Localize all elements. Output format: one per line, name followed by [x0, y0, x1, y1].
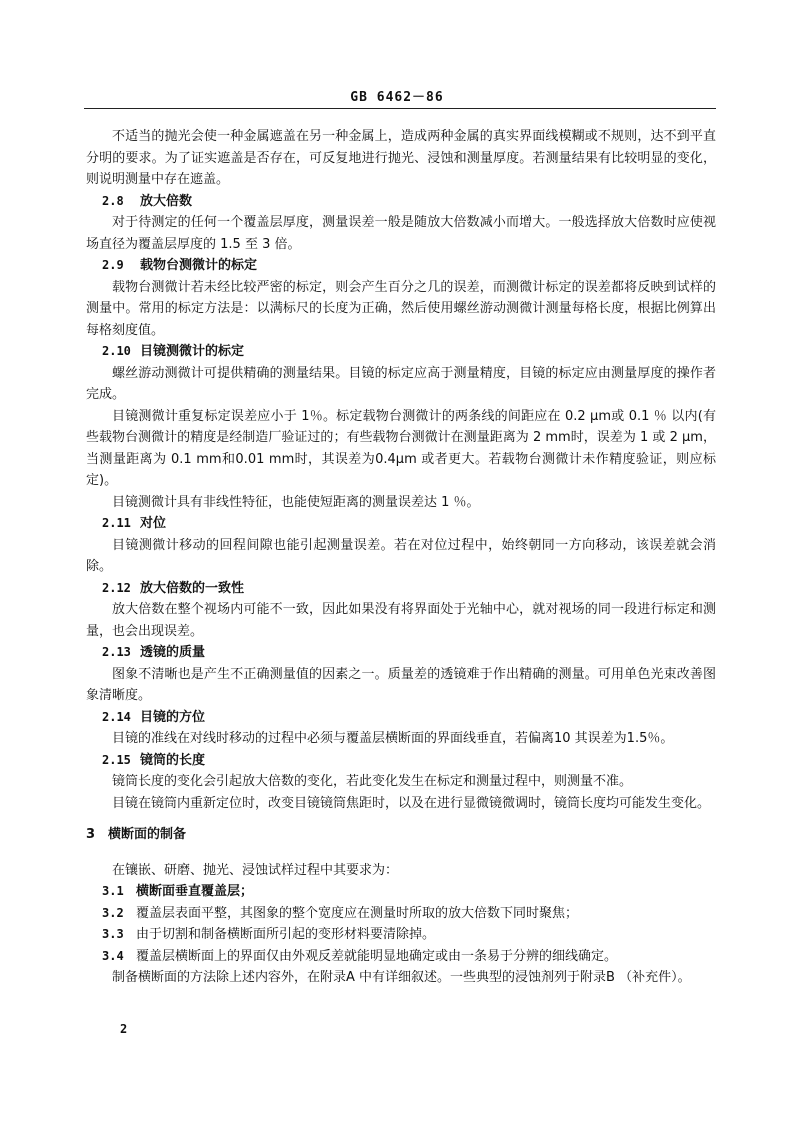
section-heading-2-13	[86, 642, 716, 664]
section-title: 放大倍数的一致性	[140, 580, 245, 596]
section-title: 载物台测微计的标定	[140, 258, 258, 273]
list-item-3-3	[86, 924, 716, 946]
item-number: 3.1	[102, 884, 124, 898]
section-number: 2.9	[102, 258, 124, 272]
header-rule	[84, 108, 716, 109]
section-number: 2.13	[102, 645, 131, 659]
standard-number: GB 6462－86	[350, 90, 444, 105]
section-number: 2.11	[102, 516, 131, 530]
item-text: 由于切割和制备横断面所引起的变形材料要清除掉。	[136, 927, 436, 942]
paragraph: 目镜在镜筒内重新定位时，改变目镜镜筒焦距时，以及在进行显微镜微调时，镜筒长度均可能发生变化。	[112, 795, 711, 811]
paragraph: 放大倍数在整个视场内可能不一致，因此如果没有将界面处于光轴中心，就对视场的同一段进行标定和测量，也会出现误差。	[86, 602, 716, 639]
section-title: 目镜测微计的标定	[140, 344, 245, 359]
paragraph: 制备横断面的方法除上述内容外，在附录A 中有详细叙述。一些典型的浸蚀剂列于附录B （补充件）。	[112, 970, 691, 985]
paragraph: 螺丝游动测微计可提供精确的测量结果。目镜的标定应高于测量精度，目镜的标定应由测量厚度的操作者完成。	[86, 365, 716, 402]
section-title: 目镜的方位	[140, 709, 206, 725]
list-item-3-4	[86, 946, 716, 968]
section-number: 3	[86, 827, 96, 842]
paragraph: 不适当的抛光会使一种金属遮盖在另一种金属上，造成两种金属的真实界面线模糊或不规则，达不到平直分明的要求。为了证实遮盖是否存在，可反复地进行抛光、浸蚀和测量厚度。若测量结果有比较明显的变化，则说明测量中存在遮盖。	[86, 129, 716, 187]
paragraph: 镜筒长度的变化会引起放大倍数的变化，若此变化发生在标定和测量过程中，则测量不准。	[112, 774, 633, 789]
section-heading-2-12	[86, 578, 716, 600]
item-number: 3.2	[102, 905, 124, 920]
section-heading-2-11	[86, 513, 716, 535]
section-number: 2.10	[102, 344, 131, 358]
document-body	[86, 126, 716, 989]
section-heading-2-10	[86, 341, 716, 363]
list-item-3-2	[86, 903, 716, 925]
item-number: 3.3	[102, 927, 124, 941]
section-title: 对位	[140, 516, 167, 531]
paragraph: 目镜测微计具有非线性特征，也能使短距离的测量误差达 1 ％。	[112, 494, 480, 510]
section-number: 2.12	[102, 580, 131, 595]
item-text: 覆盖层表面平整，其图象的整个宽度应在测量时所取的放大倍数下同时聚焦；	[136, 905, 579, 921]
section-number: 2.14	[102, 709, 131, 724]
item-number: 3.4	[102, 948, 124, 963]
section-title: 镜筒的长度	[140, 752, 206, 768]
section-title: 横断面的制备	[108, 827, 187, 842]
page-number: 2	[120, 1022, 128, 1036]
section-heading-2-15	[86, 750, 716, 772]
section-number: 2.8	[102, 193, 124, 208]
paragraph: 在镶嵌、研磨、抛光、浸蚀试样过程中其要求为：	[112, 862, 399, 878]
paragraph: 目镜测微计移动的回程间隙也能引起测量误差。若在对位过程中，始终朝同一方向移动，该误差就会消除。	[86, 537, 716, 574]
paragraph: 载物台测微计若未经比较严密的标定，则会产生百分之几的误差，而测微计标定的误差都将反映到试样的测量中。常用的标定方法是：以满标尺的长度为正确，然后使用螺丝游动测微计测量每格长度，根据比例算出每格刻度值。	[86, 279, 716, 338]
section-title: 透镜的质量	[140, 645, 206, 660]
paragraph: 图象不清晰也是产生不正确测量值的因素之一。质量差的透镜难于作出精确的测量。可用单色光束改善图象清晰度。	[86, 666, 716, 703]
section-heading-2-8	[86, 191, 716, 213]
paragraph: 目镜测微计重复标定误差应小于 1％。标定载物台测微计的两条线的间距应在 0.2 μm或 0.1 ％ 以内(有些载物台测微计的精度是经制造厂验证过的；有些载物台测微计在测量距离为 2 mm时，误差为 1 或 2 μm，当测量距离为 0.1 mm和0.01 mm时，其误差为0.4μm 或者更大。若载物台测微计未作精度验证，则应标定)。	[86, 408, 716, 488]
list-item-3-1	[86, 881, 716, 903]
paragraph: 目镜的准线在对线时移动的过程中必须与覆盖层横断面的界面线垂直，若偏离10 其误差为1.5％。	[112, 731, 674, 746]
section-title: 放大倍数	[140, 193, 193, 209]
section-heading-2-9	[86, 255, 716, 277]
paragraph: 对于待测定的任何一个覆盖层厚度，测量误差一般是随放大倍数减小而增大。一般选择放大倍数时应使视场直径为覆盖层厚度的 1.5 至 3 倍。	[86, 215, 716, 252]
section-number: 2.15	[102, 752, 131, 767]
section-heading-2-14	[86, 707, 716, 729]
section-heading-3	[86, 824, 716, 846]
item-text: 横断面垂直覆盖层；	[136, 884, 254, 899]
item-text: 覆盖层横断面上的界面仅由外观反差就能明显地确定或由一条易于分辨的细线确定。	[136, 948, 618, 964]
